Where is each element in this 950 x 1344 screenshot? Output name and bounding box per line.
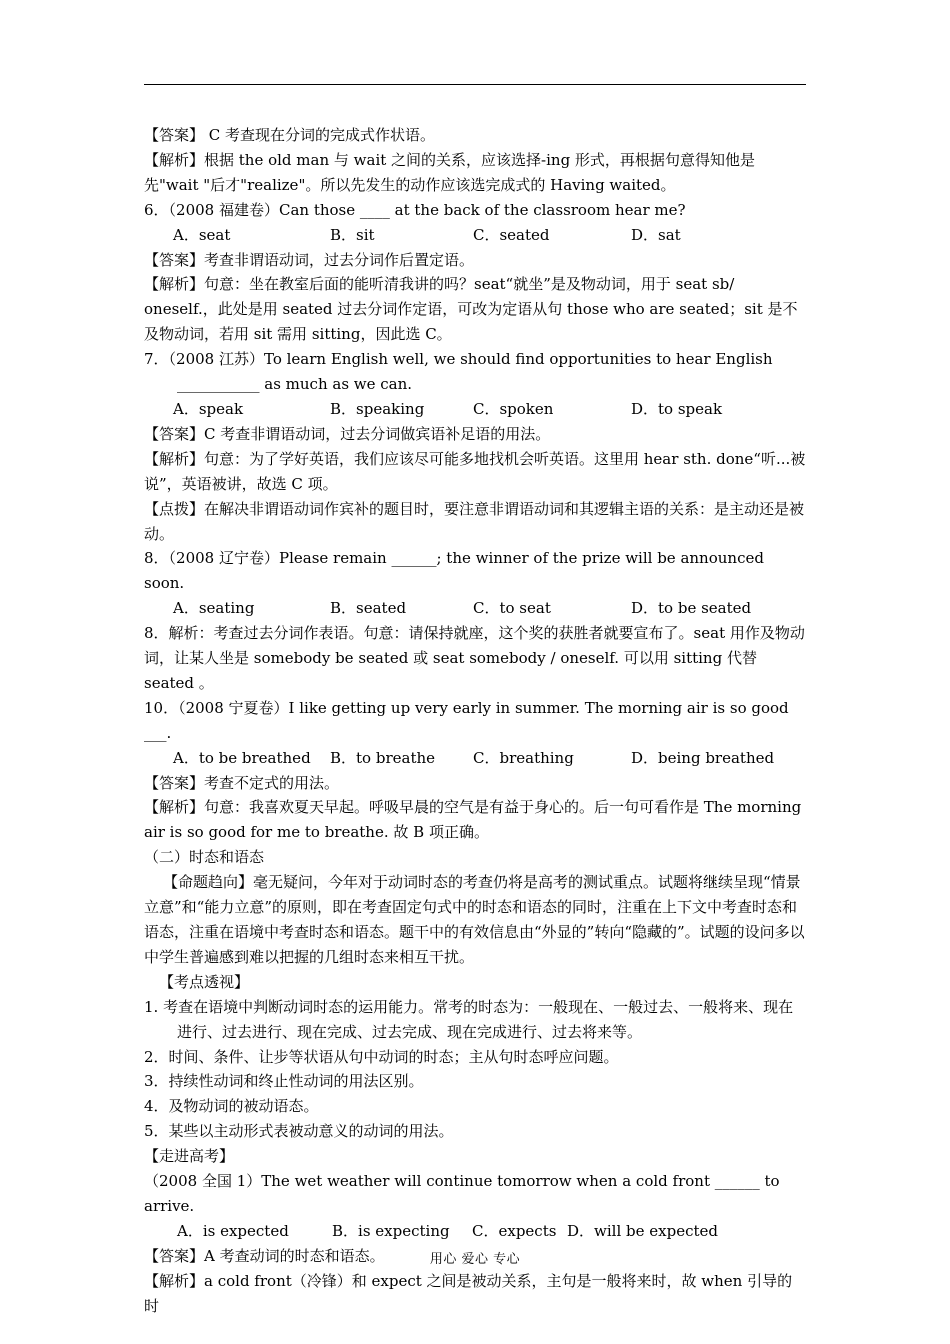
analysis-paragraph: 【解析】句意：为了学好英语，我们应该尽可能多地找机会听英语。这里用 hear sth. done“听...被说”，英语被讲，故选 C 项。: [144, 449, 806, 493]
exam-question: （2008 全国 1）The wet weather will continue tomorrow when a cold front ______ to arrive.: [144, 1172, 780, 1215]
analysis-paragraph: 【解析】根据 the old man 与 wait 之间的关系，应该选择-ing 形式，再根据句意得知他是先"wait "后才"realize"。所以先发生的动作应该选完成式的 Having waited。: [144, 150, 755, 194]
option-b: B．speaking: [330, 399, 425, 418]
tip-paragraph: 【点拨】在解决非谓语动词作宾补的题目时，要注意非谓语动词和其逻辑主语的关系：是主动还是被动。: [144, 499, 805, 543]
page-footer: 用心 爱心 专心: [429, 1252, 521, 1267]
option-a: A．seat: [173, 225, 231, 244]
question-6: 6．（2008 福建卷）Can those ____ at the back of the classroom hear me?: [144, 200, 686, 219]
option-d: D．to be seated: [631, 599, 752, 618]
point-2: 2．时间、条件、让步等状语从句中动词的时态；主从句时态呼应问题。: [144, 1047, 619, 1066]
option-b: B．to breathe: [330, 748, 436, 767]
section-heading: （二）时态和语态: [144, 848, 265, 867]
options-7: [144, 397, 806, 422]
options-10: [144, 746, 806, 771]
analysis-paragraph: 【解析】句意：我喜欢夏天早起。呼吸早晨的空气是有益于身心的。后一句可看作是 The morning air is so good for me to breathe. 故 B 项正确。: [144, 798, 802, 842]
point-1: 1. 考查在语境中判断动词时态的运用能力。常考的时态为：一般现在、一般过去、一般将来、现在进行、过去进行、现在完成、过去完成、现在完成进行、过去将来等。: [144, 997, 794, 1041]
point-5: 5．某些以主动形式表被动意义的动词的用法。: [144, 1122, 454, 1141]
option-c: C．expects: [472, 1221, 557, 1240]
analysis-paragraph: 8．解析：考查过去分词作表语。句意：请保持就座，这个奖的获胜者就要宣布了。seat 用作及物动词，让某人坐是 somebody be seated 或 seat somebody / oneself. 可以用 sitting 代替 seated 。: [144, 624, 805, 692]
options-8: [144, 596, 806, 621]
trend-paragraph: 【命题趋向】毫无疑问，今年对于动词时态的考查仍将是高考的测试重点。试题将继续呈现“情景立意”和“能力立意”的原则，即在考查固定句式中的时态和语态的同时，注重在上下文中考查时态和语态，注重在语境中考查时态和语态。题干中的有效信息由“外显的”转向“隐藏的”。试题的设问多以中学生普遍感到难以把握的几组时态来相互干扰。: [144, 873, 805, 966]
option-c: C．spoken: [473, 399, 554, 418]
option-b: B．is expecting: [332, 1221, 450, 1240]
option-a: A．seating: [173, 599, 255, 618]
option-d: D．being breathed: [631, 748, 775, 767]
option-b: B．sit: [330, 225, 375, 244]
analysis-paragraph: 【解析】句意：坐在教室后面的能听清我讲的吗？seat“就坐”是及物动词，用于 seat sb/ oneself.，此处是用 seated 过去分词作定语，可改为定语从句 those who are seated；sit 是不及物动词，若用 sit 需用 sitting，因此选 C。: [144, 275, 798, 344]
question-8: 8．（2008 辽宁卷）Please remain ______; the winner of the prize will be announced soon.: [144, 549, 764, 593]
options-exam: [144, 1219, 806, 1244]
answer-line: 【答案】 C 考查现在分词的完成式作状语。: [144, 126, 436, 144]
point-4: 4．及物动词的被动语态。: [144, 1097, 319, 1116]
point-3: 3．持续性动词和终止性动词的用法区别。: [144, 1072, 424, 1091]
answer-line: 【答案】考查非谓语动词，过去分词作后置定语。: [144, 250, 475, 269]
option-a: A．speak: [173, 399, 244, 418]
subheading-points: 【考点透视】: [159, 972, 250, 991]
options-6: [144, 223, 806, 248]
option-d: D．will be expected: [567, 1221, 718, 1240]
answer-line: 【答案】A 考查动词的时态和语态。: [144, 1246, 385, 1265]
option-d: D．sat: [631, 225, 681, 244]
answer-line: 【答案】C 考查非谓语动词，过去分词做宾语补足语的用法。: [144, 424, 551, 443]
analysis-paragraph: 【解析】a cold front（冷锋）和 expect 之间是被动关系，主句是一般将来时，故 when 引导的时: [144, 1271, 793, 1315]
question-10: 10．（2008 宁夏卷）I like getting up very early in summer. The morning air is so good ___.: [144, 698, 789, 742]
answer-line: 【答案】考查不定式的用法。: [144, 773, 340, 792]
subheading-exam: 【走进高考】: [144, 1147, 235, 1166]
option-c: C．seated: [473, 225, 550, 244]
option-c: C．breathing: [473, 748, 574, 767]
option-c: C．to seat: [473, 599, 551, 618]
option-a: A．is expected: [177, 1221, 289, 1240]
document-body: [144, 123, 806, 1319]
header-rule: [144, 84, 806, 85]
option-d: D．to speak: [631, 399, 723, 418]
question-7: 7．（2008 江苏）To learn English well, we should find opportunities to hear English ___________ as much as we can.: [144, 350, 773, 394]
option-a: A．to be breathed: [173, 748, 311, 767]
option-b: B．seated: [330, 599, 407, 618]
